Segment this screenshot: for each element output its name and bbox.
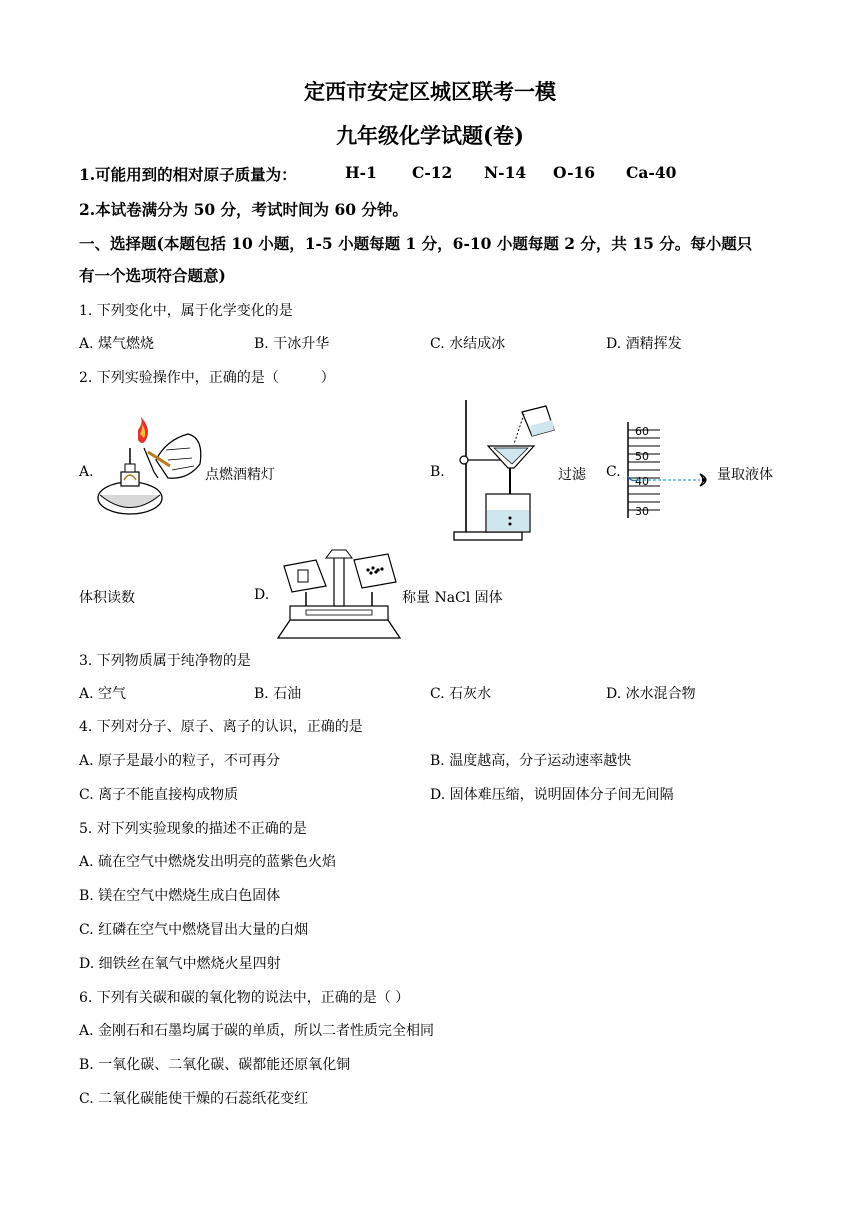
q5-option-c: C. 红磷在空气中燃烧冒出大量的白烟 bbox=[79, 922, 309, 938]
cylinder-tick-30: 30 bbox=[635, 505, 649, 518]
lighting-alcohol-lamp-illustration bbox=[96, 420, 206, 520]
q3-option-c: C. 石灰水 bbox=[430, 686, 492, 702]
filtration-apparatus-illustration bbox=[450, 398, 560, 543]
graduated-cylinder-reading-illustration bbox=[622, 420, 718, 520]
question-6-stem: 6. 下列有关碳和碳的氧化物的说法中，正确的是（ ） bbox=[79, 990, 410, 1006]
mass-n: N-14 bbox=[484, 163, 527, 182]
mass-ca: Ca-40 bbox=[626, 163, 677, 182]
section-heading: 一、选择题(本题包括 10 小题，1-5 小题每题 1 分，6-10 小题每题 2 分，共 15 分。每小题只 bbox=[79, 234, 753, 253]
q4-option-c: C. 离子不能直接构成物质 bbox=[79, 787, 239, 803]
q5-option-b: B. 镁在空气中燃烧生成白色固体 bbox=[79, 888, 281, 904]
mass-o: O-16 bbox=[553, 163, 596, 182]
q3-option-a: A. 空气 bbox=[79, 686, 127, 702]
q4-option-a: A. 原子是最小的粒子，不可再分 bbox=[79, 753, 281, 769]
q2-option-b-letter: B. bbox=[430, 464, 445, 480]
q2-option-c-letter: C. bbox=[606, 464, 621, 480]
q6-option-c: C. 二氧化碳能使干燥的石蕊纸花变红 bbox=[79, 1091, 309, 1107]
exam-title: 定西市安定区城区联考一模 bbox=[304, 79, 556, 104]
mass-c: C-12 bbox=[412, 163, 453, 182]
q5-option-d: D. 细铁丝在氧气中燃烧火星四射 bbox=[79, 956, 281, 972]
question-4-stem: 4. 下列对分子、原子、离子的认识，正确的是 bbox=[79, 719, 363, 735]
q6-option-a: A. 金刚石和石墨均属于碳的单质，所以二者性质完全相同 bbox=[79, 1023, 435, 1039]
q5-option-a: A. 硫在空气中燃烧发出明亮的蓝紫色火焰 bbox=[79, 854, 337, 870]
section-heading-cont: 有一个选项符合题意) bbox=[79, 266, 226, 285]
question-3-stem: 3. 下列物质属于纯净物的是 bbox=[79, 653, 251, 669]
q2-option-c-label-cont: 体积读数 bbox=[79, 590, 135, 606]
note-exam-time: 2.本试卷满分为 50 分，考试时间为 60 分钟。 bbox=[79, 200, 408, 219]
q2-option-a-label: 点燃酒精灯 bbox=[205, 467, 275, 483]
cylinder-tick-50: 50 bbox=[635, 450, 649, 463]
mass-h: H-1 bbox=[345, 163, 377, 182]
cylinder-tick-60: 60 bbox=[635, 425, 649, 438]
q3-option-b: B. 石油 bbox=[254, 686, 302, 702]
q2-option-c-label: 量取液体 bbox=[717, 467, 773, 483]
question-2-stem: 2. 下列实验操作中，正确的是（ ） bbox=[79, 370, 335, 386]
q2-option-d-letter: D. bbox=[254, 587, 270, 603]
q2-option-b-label: 过滤 bbox=[558, 467, 586, 483]
balance-weighing-illustration bbox=[276, 548, 402, 640]
q1-option-a: A. 煤气燃烧 bbox=[79, 336, 155, 352]
question-5-stem: 5. 对下列实验现象的描述不正确的是 bbox=[79, 821, 307, 837]
q2-option-a-letter: A. bbox=[79, 464, 94, 480]
q6-option-b: B. 一氧化碳、二氧化碳、碳都能还原氧化铜 bbox=[79, 1057, 351, 1073]
cylinder-tick-40: 40 bbox=[635, 475, 649, 488]
q4-option-b: B. 温度越高，分子运动速率越快 bbox=[430, 753, 632, 769]
q3-option-d: D. 冰水混合物 bbox=[606, 686, 696, 702]
question-1-stem: 1. 下列变化中，属于化学变化的是 bbox=[79, 303, 293, 319]
q4-option-d: D. 固体难压缩，说明固体分子间无间隔 bbox=[430, 787, 674, 803]
q2-option-d-label: 称量 NaCl 固体 bbox=[402, 590, 503, 606]
q1-option-c: C. 水结成冰 bbox=[430, 336, 506, 352]
exam-subtitle: 九年级化学试题(卷) bbox=[336, 123, 524, 148]
q1-option-d: D. 酒精挥发 bbox=[606, 336, 682, 352]
q1-option-b: B. 干冰升华 bbox=[254, 336, 330, 352]
note-atomic-masses: 1.可能用到的相对原子质量为： bbox=[79, 165, 297, 184]
